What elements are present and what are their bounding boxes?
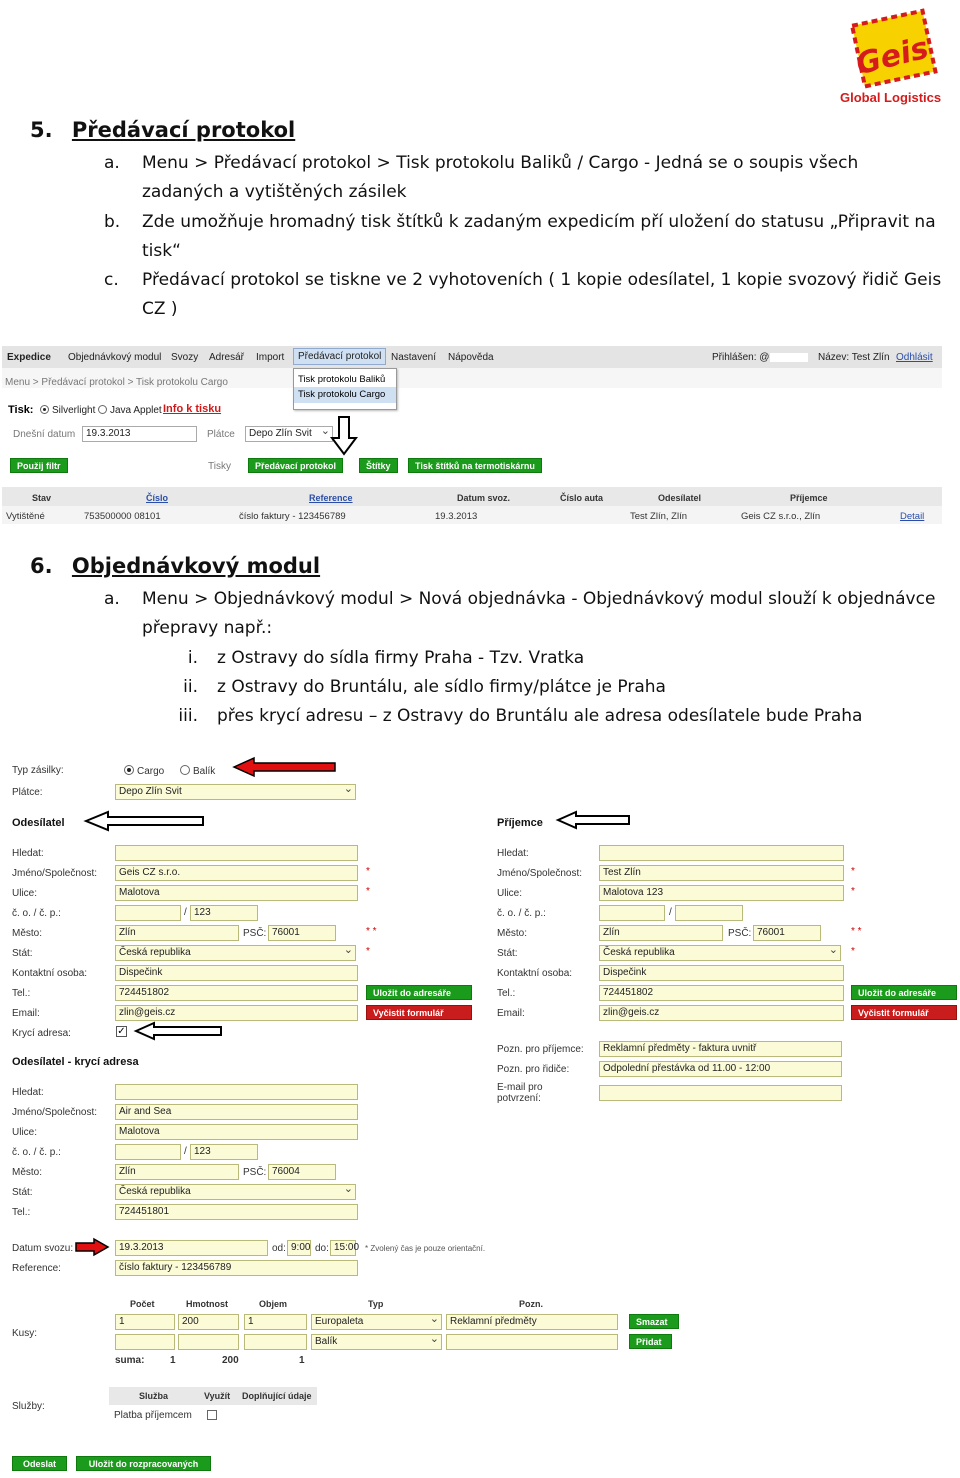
recipient-save-address-button[interactable]: Uložit do adresáře [851,985,957,1000]
services-label: Služby: [12,1401,45,1412]
recipient-clear-form-button[interactable]: Vyčistit formulář [851,1005,957,1020]
sender-street-input[interactable]: Malotova [115,885,358,901]
add-row-button[interactable]: Přidat [629,1334,672,1349]
cell-reference: číslo faktury - 123456789 [239,511,346,522]
note-driver-label: Pozn. pro řidiče: [497,1064,570,1075]
col-pickup-date: Datum svoz. [457,493,511,503]
today-date-label: Dnešní datum [13,429,76,440]
dropdown-menu [293,368,397,410]
required-marker: * [851,946,855,957]
payer-label: Plátce [207,429,235,440]
row1-weight-input[interactable]: 200 [178,1314,239,1330]
required-marker: * [366,946,370,957]
recipient-city-input[interactable]: Zlín [599,925,723,941]
sender-country-label: Stát: [12,948,33,959]
list-item-text: Menu > Objednávkový modul > Nová objednávka - Objednávkový modul slouží k objednávce přepravy např.: [142,589,936,638]
menu-item-balik-protocol[interactable]: Tisk protokolu Baliků [298,374,386,385]
sender-tel-label: Tel.: [12,988,31,999]
logout-link[interactable]: Odhlásit [896,352,933,363]
svg-text:Geis: Geis [852,30,933,83]
recipient-num-label: č. o. / č. p.: [497,908,546,919]
recipient-city-label: Město: [497,928,528,939]
row1-count-input[interactable]: 1 [115,1314,175,1330]
list-item-text: Menu > Předávací protokol > Tisk protokolu Baliků / Cargo - Jedná se o soupis všech zadaných a vytištěných zásilek [142,153,859,202]
sender-search-label: Hledat: [12,848,44,859]
cover-address-section-title: Odesílatel - krycí adresa [12,1056,139,1068]
list-marker: i. [187,648,198,668]
sender-name-label: Jméno/Společnost: [12,868,98,879]
to-label: do: [315,1243,329,1254]
recipient-psc-label: PSČ: [728,928,752,939]
col-service: Služba [139,1391,169,1401]
cell-recipient: Geis CZ s.r.o., Zlín [741,511,821,522]
pickup-date-input[interactable]: 19.3.2013 [115,1240,268,1256]
row1-type-select[interactable]: Europaleta ⌄ [311,1314,442,1330]
list-marker: c. [104,270,119,290]
recipient-search-input[interactable] [599,845,844,861]
sender-clear-form-button[interactable]: Vyčistit formulář [366,1005,472,1020]
sub-list-item [150,644,930,673]
col-sender: Odesílatel [658,493,702,503]
email-confirm-label: E-mail pro potvrzení: [497,1082,543,1104]
col-status: Stav [32,493,52,503]
cell-date: 19.3.2013 [435,511,478,522]
col-note: Pozn. [519,1299,543,1309]
slash: / [669,907,672,918]
labels-button[interactable]: Štítky [359,458,398,473]
nav-expedice[interactable]: Expedice [7,352,51,363]
cover-street-input[interactable]: Malotova [115,1124,358,1140]
col-type: Typ [368,1299,384,1309]
sum-weight: 200 [222,1355,239,1366]
cover-street-label: Ulice: [12,1127,38,1138]
logo-badge-icon [836,10,948,90]
list-marker: iii. [178,706,198,726]
reference-input[interactable]: číslo faktury - 123456789 [115,1260,358,1276]
cover-country-select[interactable]: Česká republika ⌄ [115,1184,356,1200]
list-marker: a. [104,589,120,609]
section-5-heading [30,116,295,145]
sender-contact-label: Kontaktní osoba: [12,968,88,979]
list-marker: a. [104,153,120,173]
cell-status: Vytištěné [6,511,45,522]
sender-num-label: č. o. / č. p.: [12,908,61,919]
radio-cargo[interactable] [124,765,134,775]
recipient-email-label: Email: [497,1008,525,1019]
left-arrow-icon [84,810,206,832]
recipient-num1-input[interactable] [599,905,665,921]
col-weight: Hmotnost [186,1299,228,1309]
print-label: Tisk: [8,404,34,416]
nav-pickups[interactable]: Svozy [171,352,199,363]
section-number: 5. [30,118,53,142]
cover-country-label: Stát: [12,1187,33,1198]
cover-search-input[interactable] [115,1084,358,1100]
cover-num2-input[interactable]: 123 [190,1144,258,1160]
pickup-time-note: * Zvolený čas je pouze orientační. [365,1244,486,1253]
sender-email-input[interactable]: zlin@geis.cz [115,1005,358,1021]
sub-list-item [150,702,930,731]
list-item [104,266,944,324]
col-number[interactable]: Číslo [146,493,169,503]
sender-psc-label: PSČ: [243,928,267,939]
geis-logo [836,10,948,110]
recipient-search-label: Hledat: [497,848,529,859]
left-arrow-red-icon [232,756,338,778]
cover-address-checkbox[interactable]: ✓ [117,1026,126,1037]
pickup-date-label: Datum svozu: [12,1243,74,1254]
list-item-text: přes krycí adresu – z Ostravy do Bruntálu ale adresa odesílatele bude Praha [217,706,863,726]
payer-select[interactable]: Depo Zlín Svit ⌄ [245,426,333,442]
recipient-contact-input[interactable]: Dispečink [599,965,844,981]
from-time-input[interactable]: 9:00 [287,1240,311,1256]
recipient-tel-input[interactable]: 724451802 [599,985,844,1001]
list-item [104,208,944,266]
left-arrow-icon [134,1021,224,1041]
print-info-link[interactable]: Info k tisku [163,403,222,415]
col-car-number: Číslo auta [560,493,604,503]
recipient-psc-input[interactable]: 76001 [753,925,821,941]
sub-list-item [150,673,930,702]
sender-email-label: Email: [12,1008,40,1019]
nav-addressbook[interactable]: Adresář [209,352,245,363]
nav-handover-protocol[interactable]: Předávací protokol [293,348,386,365]
radio-balik[interactable] [180,765,190,775]
email-confirm-input[interactable] [599,1085,842,1101]
cover-city-label: Město: [12,1167,43,1178]
cover-search-label: Hledat: [12,1087,44,1098]
list-item [104,585,944,643]
col-volume: Objem [259,1299,288,1309]
required-marker: * [851,866,855,877]
col-use: Využít [204,1391,231,1401]
row2-count-input[interactable] [115,1334,175,1350]
cover-psc-label: PSČ: [243,1167,267,1178]
account-name: Název: Test Zlín [818,352,890,363]
breadcrumb: Menu > Předávací protokol > Tisk protokolu Cargo [5,377,228,388]
prints-label: Tisky [208,461,231,472]
required-marker: * * [851,926,862,937]
redacted-user [770,353,808,362]
payer-select[interactable]: Depo Zlín Svit ⌄ [115,784,356,800]
row2-volume-input[interactable] [244,1334,307,1350]
right-arrow-red-icon [74,1238,110,1256]
cover-name-label: Jméno/Společnost: [12,1107,98,1118]
sender-save-address-button[interactable]: Uložit do adresáře [366,985,472,1000]
note-recipient-input[interactable]: Reklamní předměty - faktura uvnitř [599,1041,842,1057]
nav-import[interactable]: Import [256,352,285,363]
cell-number: 753500000 08101 [84,511,161,522]
radio-cargo-label: Cargo [137,766,165,777]
section-number: 6. [30,554,53,578]
section-title: Objednávkový modul [71,554,321,578]
slash: / [184,1146,187,1157]
section-6-heading [30,552,320,581]
list-item [104,149,944,207]
row2-weight-input[interactable] [178,1334,239,1350]
nav-settings[interactable]: Nastavení [391,352,437,363]
col-extra: Doplňující údaje [242,1391,312,1401]
sender-name-input[interactable]: Geis CZ s.r.o. [115,865,358,881]
recipient-num2-input[interactable] [675,905,743,921]
sender-contact-input[interactable]: Dispečink [115,965,358,981]
row1-note-input[interactable]: Reklamní předměty [446,1314,618,1330]
payer-label: Plátce: [12,787,43,798]
save-draft-button[interactable]: Uložit do rozpracovaných [76,1456,211,1471]
reference-label: Reference: [12,1263,61,1274]
today-date-field[interactable]: 19.3.2013 [82,426,197,442]
recipient-country-label: Stát: [497,948,518,959]
recipient-email-input[interactable]: zlin@geis.cz [599,1005,844,1021]
col-recipient: Příjemce [790,493,828,503]
handover-protocol-button[interactable]: Předávací protokol [248,458,343,473]
apply-filter-button[interactable]: Použij filtr [10,458,68,473]
recipient-name-label: Jméno/Společnost: [497,868,583,879]
cover-tel-input[interactable]: 724451801 [115,1204,358,1220]
submit-button[interactable]: Odeslat [12,1456,67,1471]
cover-num1-input[interactable] [115,1144,181,1160]
slash: / [184,907,187,918]
list-item-text: z Ostravy do sídla firmy Praha - Tzv. Vratka [217,648,585,668]
sender-country-select[interactable]: Česká republika ⌄ [115,945,356,961]
cell-sender: Test Zlín, Zlín [630,511,688,522]
cover-psc-input[interactable]: 76004 [268,1164,336,1180]
section-title: Předávací protokol [71,118,296,142]
row2-note-input[interactable] [446,1334,618,1350]
sum-volume: 1 [299,1355,305,1366]
recipient-street-label: Ulice: [497,888,523,899]
service-name: Platba příjemcem [114,1410,192,1421]
cover-city-input[interactable]: Zlín [115,1164,239,1180]
cover-num-label: č. o. / č. p.: [12,1147,61,1158]
detail-link[interactable]: Detail [900,511,925,522]
list-item-text: Předávací protokol se tiskne ve 2 vyhotoveních ( 1 kopie odesílatel, 1 kopie svozový řidič Geis CZ ) [142,270,942,319]
note-recipient-label: Pozn. pro příjemce: [497,1044,584,1055]
nav-help[interactable]: Nápověda [448,352,494,363]
service-checkbox[interactable] [207,1410,217,1420]
radio-balik-label: Balík [193,766,216,777]
row2-type-select[interactable]: Balík ⌄ [311,1334,442,1350]
radio-java-label: Java Applet [110,405,162,416]
sender-city-input[interactable]: Zlín [115,925,239,941]
delete-row-button[interactable]: Smazat [629,1314,679,1329]
sum-count: 1 [170,1355,176,1366]
down-arrow-icon [331,416,357,456]
recipient-contact-label: Kontaktní osoba: [497,968,573,979]
thermo-print-button[interactable]: Tisk štítků na termotiskárnu [408,458,542,473]
menu-item-cargo-protocol[interactable]: Tisk protokolu Cargo [294,387,396,403]
required-marker: * [366,866,370,877]
nav-order-module[interactable]: Objednávkový modul [68,352,162,363]
required-marker: * [851,886,855,897]
radio-java[interactable] [98,405,107,414]
sender-search-input[interactable] [115,845,358,861]
sum-label: suma: [115,1355,145,1366]
list-item-text: z Ostravy do Bruntálu, ale sídlo firmy/plátce je Praha [217,677,666,697]
cover-tel-label: Tel.: [12,1207,31,1218]
radio-silverlight[interactable] [40,405,49,414]
sender-city-label: Město: [12,928,43,939]
col-count: Počet [130,1299,155,1309]
sender-num2-input[interactable]: 123 [190,905,258,921]
list-marker: ii. [183,677,198,697]
from-label: od: [272,1243,286,1254]
note-driver-input[interactable]: Odpolední přestávka od 11.00 - 12:00 [599,1061,842,1077]
required-marker: * [366,886,370,897]
row1-volume-input[interactable]: 1 [244,1314,307,1330]
pieces-label: Kusy: [12,1328,38,1339]
cover-name-input[interactable]: Air and Sea [115,1104,358,1120]
list-marker: b. [104,212,121,232]
recipient-section-title: Příjemce [497,817,543,829]
sender-num1-input[interactable] [115,905,181,921]
recipient-name-input[interactable]: Test Zlín [599,865,844,881]
sender-street-label: Ulice: [12,888,38,899]
radio-silverlight-label: Silverlight [52,405,96,416]
cover-address-label: Krycí adresa: [12,1028,71,1039]
required-marker: * * [366,926,377,937]
left-arrow-icon [556,810,632,830]
logo-tagline: Global Logistics [840,90,942,105]
sender-tel-input[interactable]: 724451802 [115,985,358,1001]
col-reference[interactable]: Reference [309,493,353,503]
logged-in-user: Přihlášen: @ [712,352,770,363]
recipient-street-input[interactable]: Malotova 123 [599,885,844,901]
recipient-tel-label: Tel.: [497,988,516,999]
list-item-text: Zde umožňuje hromadný tisk štítků k zadaným expedicím pří uložení do statusu „Připravit na tisk“ [142,212,936,261]
sender-psc-input[interactable]: 76001 [268,925,336,941]
shipment-type-label: Typ zásilky: [12,765,64,776]
to-time-input[interactable]: 15:00 [330,1240,356,1256]
sender-section-title: Odesílatel [12,817,65,829]
recipient-country-select[interactable]: Česká republika ⌄ [599,945,841,961]
